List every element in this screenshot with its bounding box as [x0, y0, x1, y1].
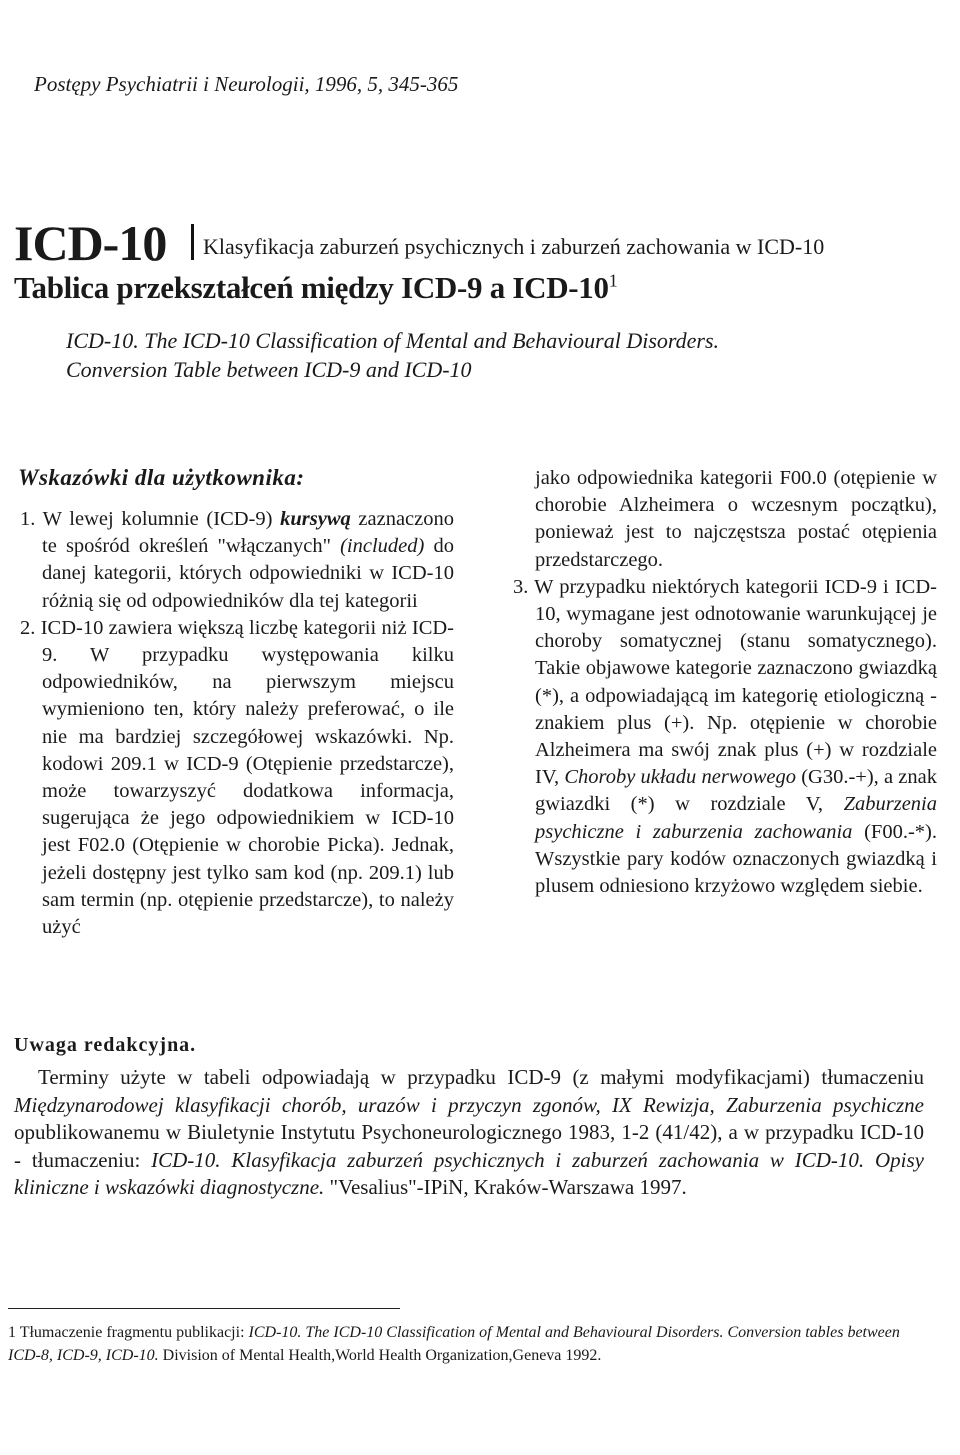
editor-note-heading: Uwaga redakcyjna.	[14, 1034, 197, 1056]
guidance-item-3: 3. W przypadku niektórych kategorii ICD-9 i ICD-10, wymagane jest odnotowanie warunkującej je choroby somatycznej (stanu somatycznego). Takie objawowe kategorie zaznaczono gwiazdką (*), a odpowiadającą im kategorię etiologiczną - znakiem plus (+). Np. otępienie w chorobie Alzheimera ma swój znak plus (+) w rozdziale IV, Choroby układu nerwowego (G30.-+), a znak gwiazdki (*) w rozdziale V, Zaburzenia psychiczne i zaburzenia zachowania (F00.-*). Wszystkie pary kodów oznaczonych gwiazdką i plusem odniesiono krzyżowo względem siebie.	[513, 575, 937, 898]
footnote-number: 1	[8, 1324, 16, 1341]
guidance-column-left	[20, 506, 454, 941]
english-title-line-1: ICD-10. The ICD-10 Classification of Mental and Behavioural Disorders.	[66, 328, 720, 353]
guidance-item-2: 2. ICD-10 zawiera większą liczbę kategorii niż ICD-9. W przypadku występowania kilku odpowiedników, na pierwszym miejscu wymieniono ten, który należy preferować, o ile nie ma bardziej szczegółowej wskazówki. Np. kodowi 209.1 w ICD-9 (Otępienie przedstarcze), może towarzyszyć dodatkowa informacja, sugerująca że jego odpowiednikiem w ICD-10 jest F02.0 (Otępienie w chorobie Picka). Jednak, jeżeli dostępny jest tylko sam kod (np. 209.1) lub sam termin (np. otępienie przedstarcze), to należy użyć	[20, 616, 454, 939]
main-title-text: Tablica przekształceń między ICD-9 a ICD-10	[14, 270, 609, 305]
title-code: ICD-10	[14, 215, 167, 271]
footnote-mark: 1	[608, 270, 618, 291]
editor-note-body: Terminy użyte w tabeli odpowiadają w przypadku ICD-9 (z małymi modyfikacjami) tłumaczeniu Międzynarodowej klasyfikacji chorób, urazów i przyczyn zgonów, IX Rewizja, Zaburzenia psychiczne opublikowanemu w Biuletynie Instytutu Psychoneurologicznego 1983, 1-2 (41/42), a w przypadku ICD-10 - tłumaczeniu: ICD-10. Klasyfikacja zaburzeń psychicznych i zaburzeń zachowania w ICD-10. Opisy kliniczne i wskazówki diagnostyczne. "Vesalius"-IPiN, Kraków-Warszawa 1997.	[14, 1065, 924, 1200]
footnote-divider	[8, 1308, 400, 1309]
guidance-column-right	[513, 465, 937, 900]
english-title-line-2: Conversion Table between ICD-9 and ICD-10	[66, 357, 472, 382]
title-divider	[191, 224, 194, 260]
title-subtitle: Klasyfikacja zaburzeń psychicznych i zaburzeń zachowania w ICD-10	[203, 234, 825, 259]
guidance-item-1: 1. W lewej kolumnie (ICD-9) kursywą zaznaczono te spośród określeń "włączanych" (included) do danej kategorii, których odpowiedniki w ICD-10 różnią się od odpowiedników dla tej kategorii	[20, 508, 454, 612]
footnote: 1 Tłumaczenie fragmentu publikacji: ICD-10. The ICD-10 Classification of Mental and Behavioural Disorders. Conversion tables between ICD-8, ICD-9, ICD-10. Division of Mental Health,World Health Organization,Geneva 1992.	[8, 1324, 900, 1364]
guidance-item-2-continued: jako odpowiednika kategorii F00.0 (otępienie w chorobie Alzheimera o wczesnym początku), ponieważ jest to najczęstsza postać otępienia przedstarczego.	[535, 467, 937, 571]
main-title	[14, 270, 617, 306]
journal-citation: Postępy Psychiatrii i Neurologii, 1996, 5, 345-365	[34, 72, 459, 96]
guidance-heading: Wskazówki dla użytkownika:	[18, 465, 305, 490]
